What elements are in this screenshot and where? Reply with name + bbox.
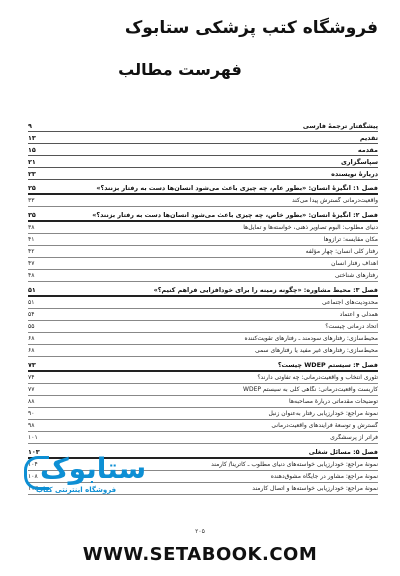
toc-entry-title: تئوری انتخاب و واقعیت‌درمانی: چه تفاوتی دارند؟ <box>257 374 378 381</box>
toc-main-row[interactable] <box>28 168 378 180</box>
toc-entry-page: ۷۳ <box>28 361 36 369</box>
toc-entry-title: فصل ۳: محیط مشاوره: «چگونه زمینه را برای خودافزایی فراهم کنیم؟» <box>153 286 378 294</box>
toc-section-row[interactable] <box>28 396 378 408</box>
toc-chapter-row[interactable] <box>28 182 378 195</box>
toc-entry-title: توضیحات مقدماتی دربارهٔ مصاحبه‌ها <box>289 398 378 405</box>
toc-entry-page: ۹۸ <box>28 422 35 429</box>
toc-entry-title: تقدیم <box>359 134 378 142</box>
toc-entry-title: فصل ۴: سیستم WDEP چیست؟ <box>277 361 378 369</box>
toc-section-row[interactable] <box>28 384 378 396</box>
toc-main-row[interactable] <box>28 132 378 144</box>
toc-entry-title: فصل ۲: انگیزهٔ انسان: «بطور خاص، چه چیزی باعث می‌شود انسان‌ها دست به رفتار بزنند؟» <box>92 211 378 219</box>
toc-entry-page: ۳۳ <box>28 197 35 204</box>
toc-section-row[interactable] <box>28 432 378 444</box>
toc-entry-page: ۲۳ <box>28 170 36 178</box>
toc-entry-title: اهداف رفتار انسان <box>331 260 378 267</box>
toc-entry-page: ۹۰ <box>28 410 35 417</box>
toc-entry-page: ۴۲ <box>28 248 35 255</box>
table-of-contents <box>28 120 378 495</box>
website-url[interactable]: WWW.SETABOOK.COM <box>82 544 318 565</box>
toc-entry-page: ۴۷ <box>28 260 35 267</box>
logo-wordmark: ستابوک <box>40 452 147 485</box>
toc-section-row[interactable] <box>28 297 378 309</box>
toc-entry-page: ۱۰۴ <box>28 461 38 468</box>
toc-entry-page: ۶۸ <box>28 347 35 354</box>
toc-entry-page: ۴۱ <box>28 236 35 243</box>
toc-entry-title: همدلی و اعتماد <box>339 311 378 318</box>
toc-section-row[interactable] <box>28 333 378 345</box>
toc-entry-title: نمونهٔ مراجع: خودارزیابی رفتار به‌عنوان زنبل <box>268 410 378 417</box>
toc-entry-page: ۱۰۸ <box>28 473 38 480</box>
toc-section-row[interactable] <box>28 420 378 432</box>
toc-entry-title: محدودیت‌های اجتماعی <box>321 299 378 306</box>
toc-entry-page: ۵۱ <box>28 299 35 306</box>
toc-entry-page: ۹ <box>28 122 32 130</box>
toc-entry-title: دربارهٔ نویسنده <box>331 170 378 178</box>
toc-entry-page: ۵۱ <box>28 286 36 294</box>
toc-entry-page: ۱۰۱ <box>28 434 38 441</box>
toc-entry-title: دنیای مطلوب: آلبوم تصاویر ذهنی، خواسته‌ها و تمایل‌ها <box>243 224 378 231</box>
toc-entry-page: ۳۸ <box>28 224 35 231</box>
toc-heading: فهرست مطالب <box>118 60 242 79</box>
toc-section-row[interactable] <box>28 408 378 420</box>
toc-entry-title: کاربست واقعیت‌درمانی: نگاهی کلی به سیستم WDEP <box>243 386 378 393</box>
toc-entry-title: نمونهٔ مراجع: مشاور در جایگاه مشوق‌دهنده <box>270 473 378 480</box>
toc-entry-page: ۱۰۳ <box>28 448 40 456</box>
toc-section-row[interactable] <box>28 309 378 321</box>
toc-entry-title: مکان مقایسه: ترازوها <box>323 236 378 243</box>
toc-chapter-row[interactable] <box>28 209 378 222</box>
toc-entry-page: ۲۵ <box>28 184 36 192</box>
toc-entry-title: نمونهٔ مراجع: خودارزیابی خواسته‌ها و اتصال کارمند <box>252 485 378 492</box>
toc-entry-title: نمونهٔ مراجع: خودارزیابی خواسته‌های دنیای مطلوب ـ کاترینا/ کارمند <box>211 461 378 468</box>
toc-entry-title: محیط‌سازی: رفتارهای سودمند ـ رفتارهای تقویت‌کننده <box>244 335 378 342</box>
toc-section-row[interactable] <box>28 222 378 234</box>
toc-main-row[interactable] <box>28 120 378 132</box>
toc-entry-page: ۸۸ <box>28 398 35 405</box>
toc-entry-title: سپاسگزاری <box>341 158 378 166</box>
toc-entry-title: پیشگفتار ترجمهٔ فارسی <box>302 122 378 130</box>
page-number: ۲۰۵ <box>195 528 205 535</box>
toc-section-row[interactable] <box>28 195 378 207</box>
logo-tagline: فروشگاه اینترنتی کتاب <box>36 486 117 494</box>
setabook-logo <box>14 452 147 504</box>
toc-entry-page: ۶۸ <box>28 335 35 342</box>
toc-section-row[interactable] <box>28 345 378 357</box>
toc-entry-title: فراتر از پرسشگری <box>330 434 378 441</box>
toc-entry-page: ۷۷ <box>28 386 35 393</box>
toc-main-row[interactable] <box>28 156 378 168</box>
toc-entry-page: ۱۵ <box>28 146 36 154</box>
toc-entry-page: ۴۸ <box>28 272 35 279</box>
toc-entry-title: واقعیت‌درمانی گسترش پیدا می‌کند <box>291 197 378 204</box>
toc-entry-title: مقدمه <box>357 146 378 154</box>
toc-chapter-row[interactable] <box>28 359 378 372</box>
toc-entry-title: اتحاد درمانی چیست؟ <box>325 323 378 330</box>
toc-section-row[interactable] <box>28 321 378 333</box>
toc-entry-page: ۱۱۳ <box>28 485 38 492</box>
page-header <box>22 18 378 79</box>
toc-entry-title: محیط‌سازی: رفتارهای غیر مفید یا رفتارهای سمی <box>255 347 378 354</box>
toc-entry-title: فصل ۵: مسائل شغلی <box>308 448 378 456</box>
toc-section-row[interactable] <box>28 372 378 384</box>
toc-entry-page: ۷۴ <box>28 374 35 381</box>
toc-entry-page: ۵۵ <box>28 323 35 330</box>
toc-section-row[interactable] <box>28 270 378 282</box>
toc-main-row[interactable] <box>28 144 378 156</box>
toc-section-row[interactable] <box>28 234 378 246</box>
toc-section-row[interactable] <box>28 246 378 258</box>
toc-entry-page: ۲۱ <box>28 158 36 166</box>
toc-section-row[interactable] <box>28 258 378 270</box>
toc-entry-title: گسترش و توسعهٔ فرآیندهای واقعیت‌درمانی <box>271 422 378 429</box>
toc-entry-title: فصل ۱: انگیزهٔ انسان: «بطور عام، چه چیزی باعث می‌شود انسان‌ها دست به رفتار بزنند؟» <box>96 184 378 192</box>
toc-entry-title: رفتارهای شناختی <box>334 272 378 279</box>
toc-entry-page: ۱۳ <box>28 134 36 142</box>
store-name: فروشگاه کتب پزشکی ستابوک <box>124 18 378 38</box>
toc-entry-title: رفتار کلی انسان: چهار مؤلفه <box>305 248 378 255</box>
toc-chapter-row[interactable] <box>28 284 378 297</box>
toc-entry-page: ۵۴ <box>28 311 35 318</box>
toc-entry-page: ۳۵ <box>28 211 36 219</box>
